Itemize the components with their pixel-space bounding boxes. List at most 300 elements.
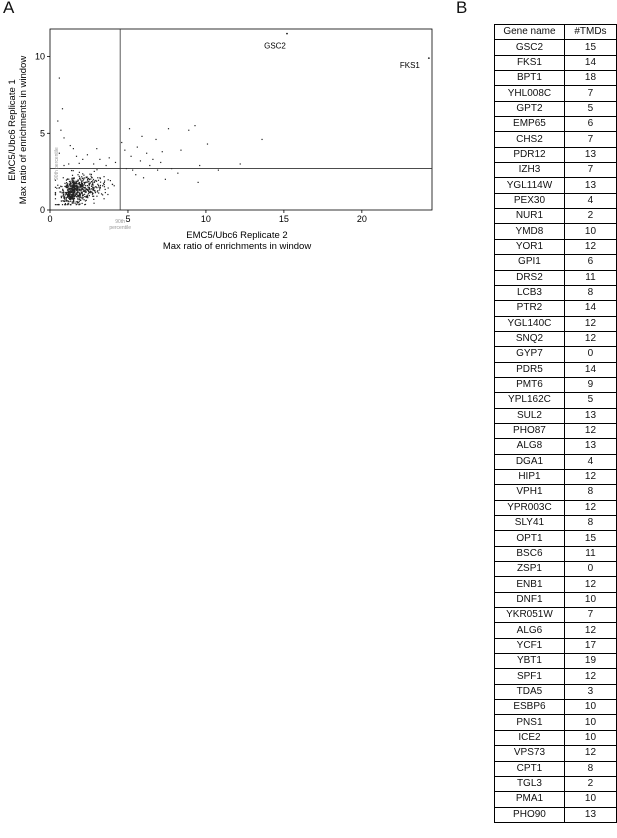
table-row bbox=[495, 209, 617, 224]
table-row bbox=[495, 746, 617, 761]
data-point bbox=[92, 186, 93, 187]
table-row bbox=[495, 500, 617, 515]
data-point bbox=[79, 176, 80, 177]
data-point bbox=[110, 180, 111, 181]
gene-name-cell: ALG6 bbox=[495, 623, 565, 638]
gene-name-cell: PEX30 bbox=[495, 193, 565, 208]
data-point bbox=[89, 179, 90, 180]
x-tick-label: 5 bbox=[125, 214, 131, 224]
tmd-count-cell: 4 bbox=[564, 193, 616, 208]
data-point bbox=[57, 185, 58, 186]
data-point bbox=[82, 159, 83, 160]
data-point bbox=[86, 182, 87, 183]
gene-name-cell: YGL140C bbox=[495, 316, 565, 331]
data-point bbox=[157, 170, 158, 171]
data-point bbox=[85, 190, 86, 191]
data-point bbox=[103, 176, 104, 177]
data-point bbox=[62, 200, 63, 201]
data-point bbox=[79, 182, 80, 183]
table-row bbox=[495, 608, 617, 623]
data-point bbox=[67, 183, 68, 184]
table-row bbox=[495, 531, 617, 546]
data-point bbox=[74, 182, 75, 183]
data-point bbox=[240, 163, 241, 164]
data-point bbox=[93, 199, 94, 200]
data-point bbox=[90, 191, 91, 192]
data-point bbox=[93, 203, 94, 204]
tmd-count-cell: 14 bbox=[564, 362, 616, 377]
data-point bbox=[70, 188, 71, 189]
data-point bbox=[85, 200, 86, 201]
table-row bbox=[495, 638, 617, 653]
data-point bbox=[75, 193, 76, 194]
data-point bbox=[92, 177, 93, 178]
data-point bbox=[82, 178, 83, 179]
table-row bbox=[495, 331, 617, 346]
data-point bbox=[87, 197, 88, 198]
table-row bbox=[495, 562, 617, 577]
threshold-x-label-2: percentile bbox=[109, 225, 132, 231]
data-point bbox=[80, 191, 81, 192]
gene-name-cell: SLY41 bbox=[495, 516, 565, 531]
header-gene-name: Gene name bbox=[495, 25, 565, 40]
table-row bbox=[495, 55, 617, 70]
data-point bbox=[188, 130, 189, 131]
data-point bbox=[87, 195, 88, 196]
data-point bbox=[92, 188, 93, 189]
data-point bbox=[93, 179, 94, 180]
table-row bbox=[495, 423, 617, 438]
table-row bbox=[495, 439, 617, 454]
table-row bbox=[495, 132, 617, 147]
tmd-count-cell: 2 bbox=[564, 776, 616, 791]
tmd-count-cell: 10 bbox=[564, 715, 616, 730]
data-point bbox=[68, 189, 69, 190]
data-point bbox=[97, 191, 98, 192]
data-point bbox=[105, 189, 106, 190]
data-point bbox=[114, 185, 115, 186]
data-point bbox=[130, 156, 131, 157]
gene-name-cell: SPF1 bbox=[495, 669, 565, 684]
data-point bbox=[83, 179, 84, 180]
tmd-count-cell: 10 bbox=[564, 792, 616, 807]
tmd-count-cell: 13 bbox=[564, 178, 616, 193]
tmd-count-cell: 7 bbox=[564, 163, 616, 178]
data-point bbox=[71, 192, 72, 193]
data-point bbox=[129, 128, 130, 129]
table-row bbox=[495, 684, 617, 699]
data-point bbox=[218, 170, 219, 171]
gene-name-cell: SUL2 bbox=[495, 408, 565, 423]
data-point bbox=[90, 176, 91, 177]
data-point bbox=[92, 182, 93, 183]
table-row bbox=[495, 193, 617, 208]
data-point bbox=[79, 178, 80, 179]
data-point bbox=[72, 182, 73, 183]
data-point bbox=[55, 198, 56, 199]
table-row bbox=[495, 285, 617, 300]
table-row bbox=[495, 546, 617, 561]
data-point bbox=[93, 163, 94, 164]
gene-name-cell: HIP1 bbox=[495, 469, 565, 484]
data-point bbox=[70, 186, 71, 187]
table-row bbox=[495, 776, 617, 791]
labeled-points bbox=[264, 33, 430, 70]
data-point bbox=[94, 182, 95, 183]
data-point bbox=[63, 165, 64, 166]
gene-name-cell: ESBP6 bbox=[495, 700, 565, 715]
x-tick-label: 0 bbox=[47, 214, 53, 224]
tmd-count-cell: 13 bbox=[564, 147, 616, 162]
gene-name-cell: ICE2 bbox=[495, 730, 565, 745]
data-point bbox=[88, 191, 89, 192]
table-row bbox=[495, 101, 617, 116]
data-point bbox=[75, 195, 76, 196]
data-point bbox=[58, 204, 59, 205]
tmd-count-cell: 13 bbox=[564, 807, 616, 822]
y-axis-subtitle: Max ratio of enrichments in window bbox=[18, 55, 29, 205]
data-point bbox=[84, 196, 85, 197]
data-point bbox=[79, 163, 80, 164]
data-point bbox=[105, 192, 106, 193]
tmd-count-cell: 12 bbox=[564, 331, 616, 346]
data-point bbox=[60, 186, 61, 187]
tmd-count-cell: 8 bbox=[564, 485, 616, 500]
data-point bbox=[82, 173, 83, 174]
table-row bbox=[495, 163, 617, 178]
data-point bbox=[98, 186, 99, 187]
gene-name-cell: FKS1 bbox=[495, 55, 565, 70]
data-point bbox=[73, 187, 74, 188]
data-point bbox=[124, 150, 125, 151]
labeled-point-marker bbox=[428, 57, 430, 59]
data-point bbox=[76, 204, 77, 205]
data-point bbox=[74, 191, 75, 192]
data-point bbox=[82, 184, 83, 185]
data-point bbox=[99, 189, 100, 190]
data-point bbox=[90, 183, 91, 184]
data-point bbox=[59, 77, 60, 78]
x-axis-title: EMC5/Ubc6 Replicate 2 bbox=[186, 230, 288, 241]
data-point bbox=[165, 179, 166, 180]
data-point bbox=[100, 187, 101, 188]
data-point bbox=[71, 188, 72, 189]
gene-name-cell: YPL162C bbox=[495, 393, 565, 408]
data-point bbox=[102, 194, 103, 195]
tmd-count-cell: 10 bbox=[564, 592, 616, 607]
data-point bbox=[55, 187, 56, 188]
data-point bbox=[85, 185, 86, 186]
table-row bbox=[495, 669, 617, 684]
gene-name-cell: PMT6 bbox=[495, 377, 565, 392]
data-point bbox=[106, 165, 107, 166]
tmd-count-cell: 12 bbox=[564, 577, 616, 592]
tmd-count-cell: 9 bbox=[564, 377, 616, 392]
data-point bbox=[96, 187, 97, 188]
gene-name-cell: TGL3 bbox=[495, 776, 565, 791]
gene-name-cell: YCF1 bbox=[495, 638, 565, 653]
tmd-count-cell: 8 bbox=[564, 761, 616, 776]
gene-name-cell: NUR1 bbox=[495, 209, 565, 224]
table-header-row bbox=[495, 25, 617, 40]
data-point bbox=[83, 197, 84, 198]
data-point bbox=[66, 198, 67, 199]
data-point bbox=[73, 194, 74, 195]
data-point bbox=[177, 173, 178, 174]
table-row bbox=[495, 117, 617, 132]
tmd-gene-table bbox=[494, 24, 617, 823]
gene-name-cell: DNF1 bbox=[495, 592, 565, 607]
tmd-count-cell: 14 bbox=[564, 55, 616, 70]
data-point bbox=[108, 187, 109, 188]
gene-name-cell: BPT1 bbox=[495, 71, 565, 86]
data-point bbox=[83, 175, 84, 176]
data-point bbox=[81, 184, 82, 185]
data-point bbox=[94, 171, 95, 172]
data-point bbox=[56, 204, 57, 205]
data-point bbox=[74, 196, 75, 197]
gene-name-cell: ENB1 bbox=[495, 577, 565, 592]
data-point bbox=[65, 194, 66, 195]
table-row bbox=[495, 178, 617, 193]
data-point bbox=[71, 186, 72, 187]
gene-name-cell: CPT1 bbox=[495, 761, 565, 776]
data-point bbox=[76, 186, 77, 187]
data-point bbox=[67, 200, 68, 201]
data-point bbox=[71, 194, 72, 195]
gene-name-cell: CHS2 bbox=[495, 132, 565, 147]
data-point bbox=[104, 182, 105, 183]
data-point bbox=[76, 194, 77, 195]
data-point bbox=[104, 180, 105, 181]
data-point bbox=[109, 157, 110, 158]
data-point bbox=[92, 196, 93, 197]
tmd-count-cell: 3 bbox=[564, 684, 616, 699]
data-point bbox=[65, 186, 66, 187]
data-point bbox=[103, 198, 104, 199]
data-point bbox=[115, 162, 116, 163]
gene-name-cell: YGL114W bbox=[495, 178, 565, 193]
data-point bbox=[72, 190, 73, 191]
gene-name-cell: PHO87 bbox=[495, 423, 565, 438]
gene-name-cell: OPT1 bbox=[495, 531, 565, 546]
data-point bbox=[67, 197, 68, 198]
data-point bbox=[96, 196, 97, 197]
tmd-count-cell: 12 bbox=[564, 500, 616, 515]
table-row bbox=[495, 362, 617, 377]
table-row bbox=[495, 71, 617, 86]
data-point bbox=[70, 196, 71, 197]
data-point bbox=[194, 125, 195, 126]
tmd-count-cell: 5 bbox=[564, 101, 616, 116]
data-point bbox=[87, 196, 88, 197]
data-point bbox=[135, 174, 136, 175]
data-point bbox=[141, 136, 142, 137]
data-point bbox=[100, 182, 101, 183]
table-row bbox=[495, 301, 617, 316]
tmd-count-cell: 7 bbox=[564, 608, 616, 623]
data-point bbox=[95, 192, 96, 193]
gene-name-cell: PDR12 bbox=[495, 147, 565, 162]
data-point bbox=[75, 183, 76, 184]
labeled-point-gsc2: GSC2 bbox=[264, 41, 286, 51]
data-point bbox=[72, 196, 73, 197]
data-point bbox=[78, 188, 79, 189]
data-point bbox=[100, 185, 101, 186]
table-row bbox=[495, 454, 617, 469]
data-point bbox=[76, 156, 77, 157]
gene-name-cell: ALG8 bbox=[495, 439, 565, 454]
tmd-count-cell: 14 bbox=[564, 301, 616, 316]
data-point bbox=[91, 174, 92, 175]
data-point bbox=[79, 204, 80, 205]
tmd-count-cell: 10 bbox=[564, 700, 616, 715]
data-point bbox=[82, 203, 83, 204]
data-point bbox=[79, 184, 80, 185]
data-point bbox=[98, 180, 99, 181]
data-point bbox=[91, 184, 92, 185]
data-point bbox=[96, 148, 97, 149]
data-point bbox=[84, 204, 85, 205]
data-point bbox=[66, 200, 67, 201]
data-point bbox=[95, 180, 96, 181]
data-point bbox=[62, 192, 63, 193]
tmd-count-cell: 0 bbox=[564, 347, 616, 362]
data-point bbox=[68, 201, 69, 202]
data-point bbox=[88, 193, 89, 194]
data-point bbox=[65, 203, 66, 204]
data-point bbox=[98, 192, 99, 193]
tmd-count-cell: 12 bbox=[564, 623, 616, 638]
data-point bbox=[63, 193, 64, 194]
gene-name-cell: YKR051W bbox=[495, 608, 565, 623]
data-point bbox=[69, 194, 70, 195]
data-point bbox=[77, 202, 78, 203]
data-point bbox=[70, 145, 71, 146]
data-point bbox=[68, 198, 69, 199]
table-row bbox=[495, 623, 617, 638]
table-row bbox=[495, 408, 617, 423]
data-point bbox=[92, 180, 93, 181]
data-point bbox=[71, 202, 72, 203]
data-point bbox=[87, 180, 88, 181]
table-row bbox=[495, 700, 617, 715]
data-point bbox=[84, 183, 85, 184]
data-point bbox=[108, 179, 109, 180]
data-point bbox=[89, 184, 90, 185]
data-point bbox=[198, 182, 199, 183]
table-row bbox=[495, 592, 617, 607]
plot-frame bbox=[50, 29, 432, 210]
data-point bbox=[93, 187, 94, 188]
data-point bbox=[86, 197, 87, 198]
data-point bbox=[80, 195, 81, 196]
data-point bbox=[83, 191, 84, 192]
data-point bbox=[71, 182, 72, 183]
data-point bbox=[66, 182, 67, 183]
data-point bbox=[199, 165, 200, 166]
data-point bbox=[76, 188, 77, 189]
table-row bbox=[495, 715, 617, 730]
data-point bbox=[143, 177, 144, 178]
tmd-count-cell: 12 bbox=[564, 316, 616, 331]
data-point bbox=[72, 198, 73, 199]
tmd-count-cell: 7 bbox=[564, 86, 616, 101]
data-point bbox=[84, 177, 85, 178]
table-row bbox=[495, 393, 617, 408]
data-point bbox=[77, 196, 78, 197]
data-point bbox=[60, 191, 61, 192]
data-point bbox=[81, 181, 82, 182]
data-point bbox=[102, 185, 103, 186]
data-point bbox=[67, 185, 68, 186]
data-point bbox=[82, 183, 83, 184]
table-row bbox=[495, 270, 617, 285]
table-row bbox=[495, 807, 617, 822]
axis-ticks bbox=[35, 52, 367, 224]
data-point bbox=[70, 201, 71, 202]
labeled-point-marker bbox=[286, 33, 288, 35]
table-row bbox=[495, 377, 617, 392]
data-point bbox=[76, 183, 77, 184]
data-point bbox=[73, 189, 74, 190]
data-point bbox=[55, 192, 56, 193]
data-point bbox=[95, 191, 96, 192]
data-point bbox=[95, 186, 96, 187]
data-point bbox=[81, 186, 82, 187]
data-point bbox=[79, 172, 80, 173]
table-row bbox=[495, 224, 617, 239]
data-point bbox=[57, 120, 58, 121]
table-row bbox=[495, 485, 617, 500]
scatter-plot bbox=[0, 0, 440, 260]
data-point bbox=[87, 154, 88, 155]
table-row bbox=[495, 147, 617, 162]
tmd-count-cell: 0 bbox=[564, 562, 616, 577]
gene-name-cell: IZH3 bbox=[495, 163, 565, 178]
data-point bbox=[80, 180, 81, 181]
data-point bbox=[76, 201, 77, 202]
data-point bbox=[101, 193, 102, 194]
data-point bbox=[92, 193, 93, 194]
tmd-count-cell: 12 bbox=[564, 239, 616, 254]
gene-name-cell: DGA1 bbox=[495, 454, 565, 469]
labeled-point-fks1: FKS1 bbox=[399, 61, 420, 71]
threshold-x-label: 90th bbox=[115, 219, 126, 225]
data-point bbox=[73, 170, 74, 171]
data-point bbox=[72, 175, 73, 176]
data-point bbox=[63, 194, 64, 195]
gene-name-cell: EMP65 bbox=[495, 117, 565, 132]
gene-name-cell: PHO90 bbox=[495, 807, 565, 822]
y-axis-title: EMC5/Ubc6 Replicate 1 bbox=[7, 79, 18, 181]
data-point bbox=[55, 204, 56, 205]
data-point bbox=[71, 170, 72, 171]
gene-name-cell: YHL008C bbox=[495, 86, 565, 101]
data-point bbox=[64, 199, 65, 200]
data-point bbox=[68, 186, 69, 187]
data-point bbox=[64, 186, 65, 187]
data-point bbox=[77, 192, 78, 193]
data-point bbox=[80, 194, 81, 195]
data-point bbox=[168, 128, 169, 129]
data-point bbox=[93, 184, 94, 185]
data-point bbox=[71, 178, 72, 179]
data-point bbox=[76, 190, 77, 191]
data-point bbox=[61, 197, 62, 198]
data-point bbox=[68, 163, 69, 164]
data-point bbox=[162, 151, 163, 152]
